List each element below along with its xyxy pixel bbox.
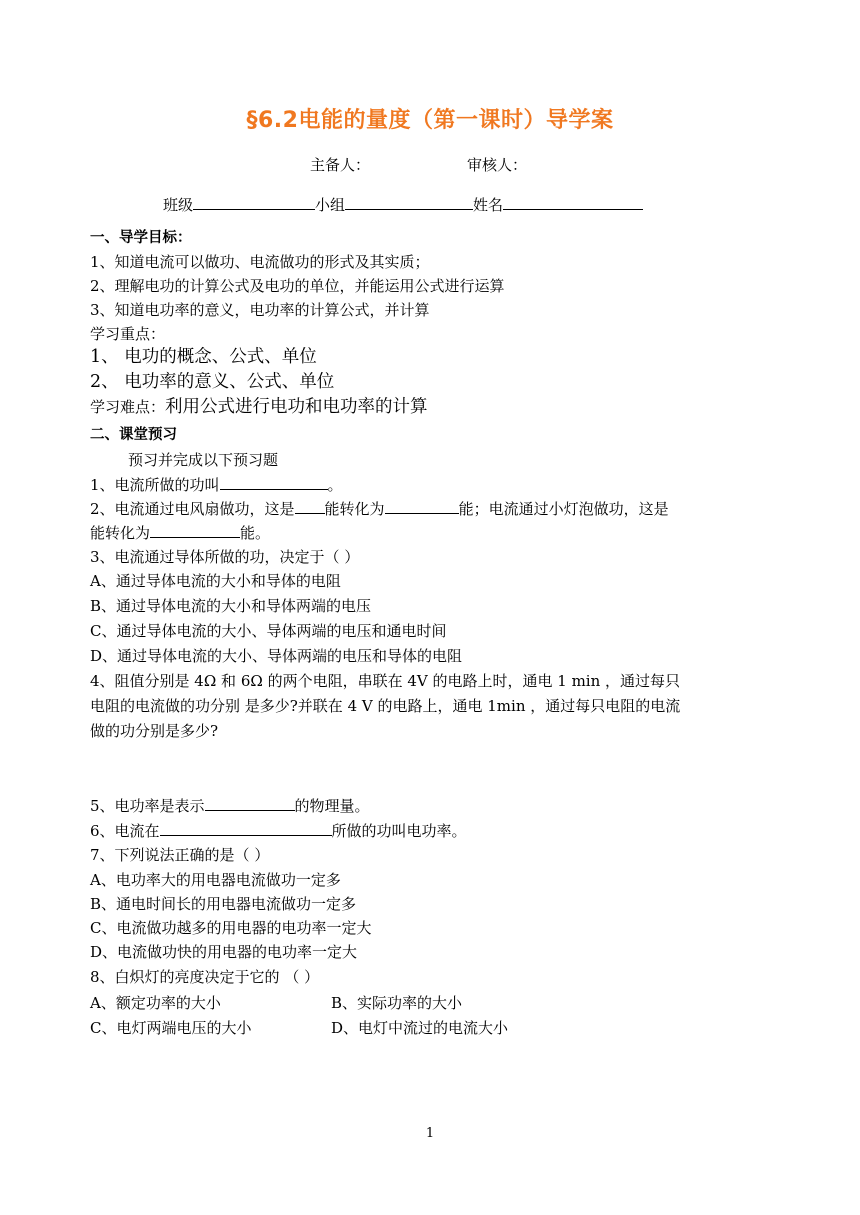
option-item: A、电功率大的用电器电流做功一定多 [90,871,341,889]
question-4-line: 电阻的电流做的功分别 是多少?并联在 4 V 的电路上，通电 1min ，通过每只电阻的电流 [90,697,681,715]
key-points-label: 学习重点： [90,325,166,343]
question-2: 2、电流通过电风扇做功，这是 能转化为 能；电流通过小灯泡做功，这是 [90,500,669,518]
difficulty-text: 利用公式进行电功和电功率的计算 [165,397,428,417]
group-blank[interactable] [345,194,473,210]
answer-blank[interactable] [385,498,459,514]
question-5: 5、电功率是表示 的物理量。 [90,797,370,815]
option-item: D、通过导体电流的大小、导体两端的电压和导体的电阻 [90,647,463,665]
question-1: 1、电流所做的功叫 。 [90,476,343,494]
answer-blank[interactable] [205,795,295,811]
question-7: 7、下列说法正确的是（ ） [90,846,270,864]
question-2-cont: 能转化为 能。 [90,524,271,542]
option-item: A、通过导体电流的大小和导体的电阻 [90,572,341,590]
option-item: D、电灯中流过的电流大小 [331,1019,509,1037]
option-item: B、通电时间长的用电器电流做功一定多 [90,895,357,913]
question-4-line: 4、阻值分别是 4Ω 和 6Ω 的两个电阻，串联在 4V 的电路上时，通电 1 min ，通过每只 [90,672,681,690]
question-4-line: 做的功分别是多少? [90,722,219,740]
section-heading-preview: 二、课堂预习 [90,427,177,443]
class-label: 班级 [163,196,194,214]
option-item: D、电流做功快的用电器的电功率一定大 [90,943,358,961]
preparer-label: 主备人： [310,156,371,174]
goal-item: 1、知道电流可以做功、电流做功的形式及其实质； [90,253,430,271]
goal-item: 3、知道电功率的意义，电功率的计算公式，并计算 [90,301,430,319]
student-info-row [163,194,643,215]
answer-blank[interactable] [220,474,328,490]
name-label: 姓名 [473,196,504,214]
question-3: 3、电流通过导体所做的功，决定于（ ） [90,548,360,566]
page-title: §6.2电能的量度（第一课时）导学案 [246,108,614,133]
option-item: B、实际功率的大小 [331,994,463,1012]
key-point-item: 1、 电功的概念、公式、单位 [90,347,317,367]
name-blank[interactable] [503,194,643,210]
reviewer-label: 审核人： [467,156,528,174]
option-item: A、额定功率的大小 [90,994,221,1012]
question-8: 8、白炽灯的亮度决定于它的 （ ） [90,968,320,986]
difficulty-label: 学习难点： [90,398,166,416]
section-heading-goals: 一、导学目标： [90,230,192,246]
difficulty-row [90,397,428,417]
option-item: C、电流做功越多的用电器的电功率一定大 [90,919,372,937]
class-blank[interactable] [193,194,315,210]
answer-blank[interactable] [160,820,332,836]
option-item: B、通过导体电流的大小和导体两端的电压 [90,597,372,615]
option-item: C、通过导体电流的大小、导体两端的电压和通电时间 [90,622,447,640]
key-point-item: 2、 电功率的意义、公式、单位 [90,372,335,392]
answer-blank[interactable] [150,522,240,538]
option-item: C、电灯两端电压的大小 [90,1019,252,1037]
preview-intro: 预习并完成以下预习题 [128,451,279,469]
group-label: 小组 [315,196,346,214]
question-6: 6、电流在 所做的功叫电功率。 [90,822,467,840]
page-number: 1 [425,1126,435,1141]
answer-blank[interactable] [295,498,325,514]
goal-item: 2、理解电功的计算公式及电功的单位，并能运用公式进行运算 [90,277,505,295]
